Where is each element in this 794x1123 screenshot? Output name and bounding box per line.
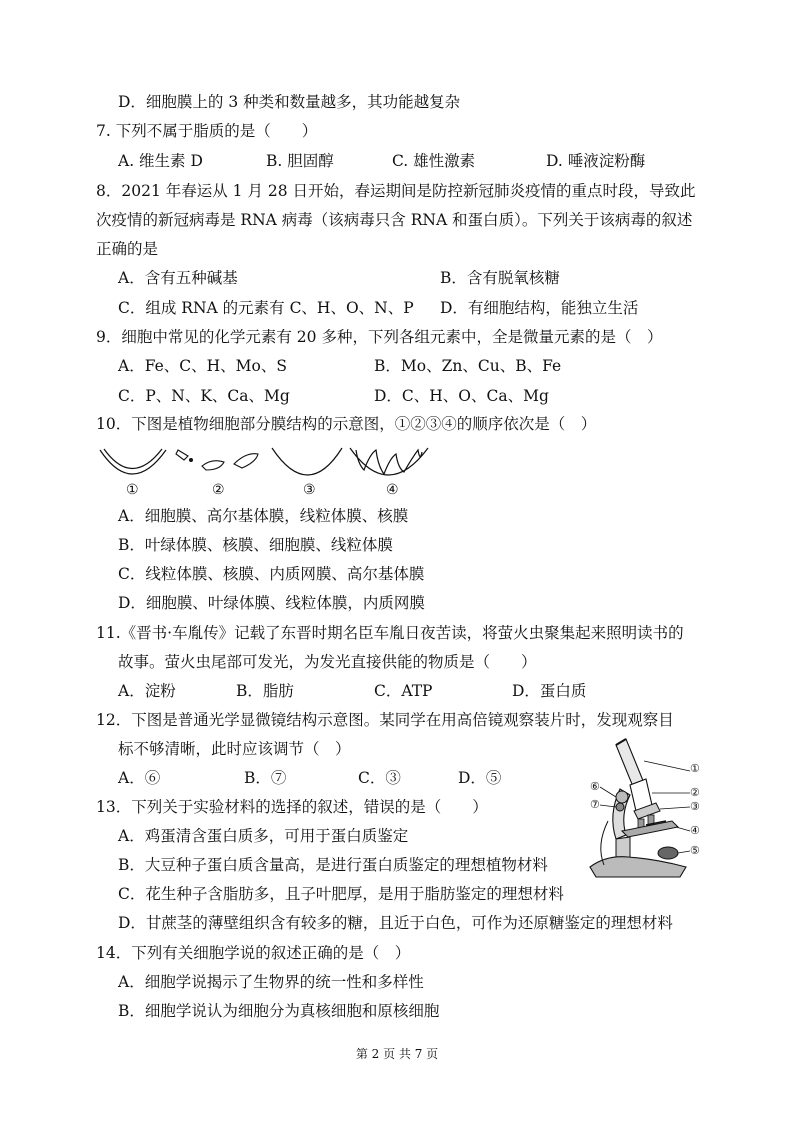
q11-option-a: A．淀粉 [118,682,176,700]
q12-stem-line-1: 12．下图是普通光学显微镜结构示意图。某同学在用高倍镜观察装片时，发现观察目 [96,711,674,729]
membrane-2-golgi-shape [176,450,258,470]
q8-stem-line-2: 次疫情的新冠病毒是 RNA 病毒（该病毒只含 RNA 和蛋白质）。下列关于该病毒的叙述 [96,211,693,229]
q6-option-d: D．细胞膜上的 3 种类和数量越多，其功能越复杂 [118,93,461,111]
q12-stem-line-2: 标不够清晰，此时应该调节（ ） [118,740,351,758]
q11-stem-line-2: 故事。萤火虫尾部可发光，为发光直接供能的物质是（ ） [118,653,537,671]
q10-option-b: B．叶绿体膜、核膜、细胞膜、线粒体膜 [118,536,393,554]
microscope-label-6: ⑥ [590,780,600,793]
q9-option-c: C．P、N、K、Ca、Mg [118,387,290,405]
q13-stem: 13．下列关于实验材料的选择的叙述，错误的是（ ） [96,798,488,816]
q14-option-a: A．细胞学说揭示了生物界的统一性和多样性 [118,973,424,991]
q8-option-c: C．组成 RNA 的元素有 C、H、O、N、P [118,299,414,317]
microscope-label-7: ⑦ [590,798,600,811]
microscope-label-1: ① [690,762,700,775]
figure-label-1: ① [126,482,139,498]
q12-option-b: B．⑦ [244,769,287,787]
q8-stem-line-1: 8．2021 年春运从 1 月 28 日开始，春运期间是防控新冠肺炎疫情的重点时段，导致此 [96,182,696,200]
q13-option-a: A．鸡蛋清含蛋白质多，可用于蛋白质鉴定 [118,827,409,845]
q8-option-d: D．有细胞结构，能独立生活 [440,299,639,317]
q10-stem: 10．下图是植物细胞部分膜结构的示意图，①②③④的顺序依次是（ ） [96,415,597,433]
microscope-label-5: ⑤ [690,844,700,857]
q12-option-d: D．⑤ [458,769,502,787]
q11-option-d: D．蛋白质 [512,682,587,700]
q7-option-b: B. 胆固醇 [266,152,334,170]
figure-label-3: ③ [303,482,316,498]
q14-stem: 14．下列有关细胞学说的叙述正确的是（ ） [96,944,411,962]
q7-option-c: C. 雄性激素 [392,152,476,170]
q7-option-a: A. 维生素 D [118,152,203,170]
q13-option-c: C．花生种子含脂肪多，且子叶肥厚，是用于脂肪鉴定的理想材料 [118,885,564,903]
q7-stem: 7. 下列不属于脂质的是（ ） [96,122,318,140]
figure-label-2: ② [212,482,225,498]
q14-option-b: B．细胞学说认为细胞分为真核细胞和原核细胞 [118,1002,440,1020]
q10-option-d: D．细胞膜、叶绿体膜、线粒体膜，内质网膜 [118,594,425,612]
q9-stem: 9．细胞中常见的化学元素有 20 多种，下列各组元素中，全是微量元素的是（ ） [96,328,663,346]
figure-label-4: ④ [386,482,399,498]
microscope-label-2: ② [690,786,700,799]
q9-option-a: A．Fe、C、H、Mo、S [118,357,287,375]
q11-option-c: C．ATP [374,682,433,700]
membrane-4-mitochondria-shape [350,448,428,475]
q13-option-b: B．大豆种子蛋白质含量高，是进行蛋白质鉴定的理想植物材料 [118,856,548,874]
q9-option-b: B．Mo、Zn、Cu、B、Fe [374,357,562,375]
membrane-3-shape [272,448,342,475]
membrane-1-cell-membrane-shape [100,449,166,474]
q9-option-d: D．C、H、O、Ca、Mg [374,387,549,405]
q8-option-b: B．含有脱氧核糖 [440,269,560,287]
page-footer: 第 2 页 共 7 页 [355,1047,439,1061]
q7-option-d: D. 唾液淀粉酶 [546,152,646,170]
q12-option-c: C．③ [358,769,401,787]
membrane-figure [96,440,436,500]
q11-option-b: B．脂肪 [236,682,294,700]
q11-stem-line-1: 11.《晋书·车胤传》记载了东晋时期名臣车胤日夜苦读，将萤火虫聚集起来照明读书的 [96,624,684,642]
q8-option-a: A．含有五种碱基 [118,269,238,287]
q8-stem-line-3: 正确的是 [96,240,159,258]
q12-option-a: A．⑥ [118,769,161,787]
q10-option-c: C．线粒体膜、核膜、内质网膜、高尔基体膜 [118,565,425,583]
microscope-label-4: ④ [690,824,700,837]
microscope-label-3: ③ [690,800,700,813]
q10-option-a: A．细胞膜、高尔基体膜，线粒体膜、核膜 [118,507,409,525]
q13-option-d: D．甘蔗茎的薄壁组织含有较多的糖，且近于白色，可作为还原糖鉴定的理想材料 [118,914,673,932]
